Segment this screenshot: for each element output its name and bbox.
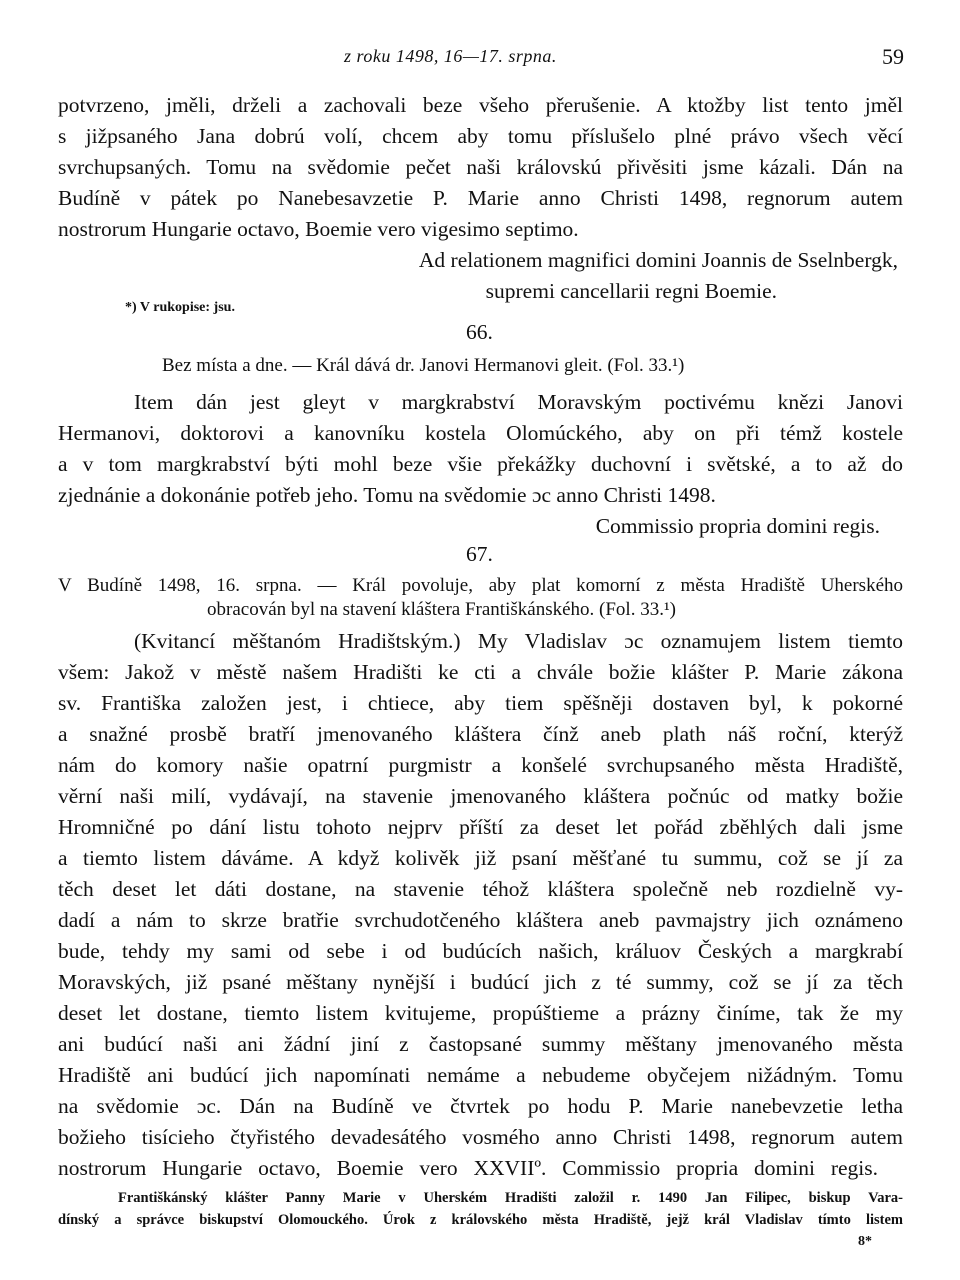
sheet-signature: 8* xyxy=(858,1234,872,1249)
text-line: Hromničné po dání listu tohoto nejprv příští za deset let pořád zběhlých dali jsme xyxy=(58,815,903,839)
text-line: nostrorum Hungarie octavo, Boemie vero vigesimo septimo. xyxy=(58,217,579,241)
text-line: dadí a nám to skrze bratřie svrchudotčeného kláštera aneb pavmajstry jich oznámeno xyxy=(58,908,903,932)
regest: obracován byl na stavení kláštera Františkánského. (Fol. 33.¹) xyxy=(207,599,676,620)
text-line: a v tom margkrabství býti mohl beze všie překážky duchovní i světské, a to až do xyxy=(58,452,903,476)
text-line: potvrzeno, jměli, drželi a zachovali beze všeho přerušenie. A ktožby list tento jměl xyxy=(58,93,903,117)
text-line: Budíně v pátek po Nanebesavzetie P. Marie anno Christi 1498, regnorum autem xyxy=(58,186,903,210)
text-line: Item dán jest gleyt v margkrabství Moravským poctivému knězi Janovi xyxy=(134,390,903,414)
text-line: svrchupsaných. Tomu na svědomie pečet naši královskú přivěsiti jsme kázali. Dán na xyxy=(58,155,903,179)
document-number: 67. xyxy=(466,542,493,566)
text-line: na svědomie ɔc. Dán na Budíně ve čtvrtek po hodu P. Marie nanebevzetie letha xyxy=(58,1094,903,1118)
text-line: zjednánie a dokonánie potřeb jeho. Tomu na svědomie ɔc anno Christi 1498. xyxy=(58,483,716,507)
footnote-line: dínský a správce biskupství Olomouckého. Úrok z královského města Hradiště, jejž král Vladislav tímto listem xyxy=(58,1212,903,1228)
relation-line: Ad relationem magnifici domini Joannis de Sselnbergk, xyxy=(418,248,898,272)
signature-line: Commissio propria domini regis. xyxy=(595,514,880,538)
text-line: a snažné prosbě bratří jmenovaného kláštera čínž aneb plath náš roční, kterýž xyxy=(58,722,903,746)
text-line: sv. Františka založen jest, i chtiece, aby tiem spěšněji dostaven byl, k pokorné xyxy=(58,691,903,715)
text-line: ani budúcí naši ani žádní jiní z častopsané summy měštany jmenovaného města xyxy=(58,1032,903,1056)
margin-note: *) V rukopise: jsu. xyxy=(125,300,235,315)
text-line: s jižpsaného Jana dobrú volí, chcem aby tomu příslušelo plné právo všech věcí xyxy=(58,124,903,148)
regest: V Budíně 1498, 16. srpna. — Král povoluje, aby plat komorní z města Hradiště Uherského xyxy=(58,575,903,596)
text-line: těch deset let dáti dostane, na stavenie téhož kláštera společně neb rozdielně vy- xyxy=(58,877,903,901)
text-line: věrní naši milí, vydávají, na stavenie jmenovaného kláštera počnúc od matky božie xyxy=(58,784,903,808)
text-line: všem: Jakož v městě našem Hradišti ke cti a chvále božie klášter P. Marie zákona xyxy=(58,660,903,684)
text-line: a tiemto listem dáváme. A když kolivěk již psaní měšťané tu summu, což se jí za xyxy=(58,846,903,870)
running-head: z roku 1498, 16—17. srpna. xyxy=(344,46,557,66)
text-line: božieho tisícieho čtyřistého devadesátého vosmého anno Christi 1498, regnorum autem xyxy=(58,1125,903,1149)
text-line: Hradiště ani budúcí jich napomínati nemáme a nebudeme obyčejem nižádným. Tomu xyxy=(58,1063,903,1087)
document-number: 66. xyxy=(466,320,493,344)
text-line: Hermanovi, doktorovi a kanovníku kostela Olomúckého, aby on při témž kostele xyxy=(58,421,903,445)
page-number: 59 xyxy=(882,44,904,69)
text-line: nostrorum Hungarie octavo, Boemie vero XXVIIº. Commissio propria domini regis. xyxy=(58,1156,878,1180)
text-line: Moravských, již psané měštany nynější i budúcí jich z té summy, což se jí za těch xyxy=(58,970,903,994)
text-line: (Kvitancí měštanóm Hradištským.) My Vladislav ɔc oznamujem listem tiemto xyxy=(134,629,903,653)
footnote-line: Františkánský klášter Panny Marie v Uherském Hradišti založil r. 1490 Jan Filipec, biskup Vara- xyxy=(118,1190,903,1206)
text-line: deset let dostane, tiemto listem kvitujeme, propúštieme a prázny činíme, tak že my xyxy=(58,1001,903,1025)
text-line: bude, tehdy my sami od sebe i od budúcích našich, králuov Českých a margkrabí xyxy=(58,939,903,963)
regest: Bez místa a dne. — Král dává dr. Janovi Hermanovi gleit. (Fol. 33.¹) xyxy=(162,355,685,376)
relation-line: supremi cancellarii regni Boemie. xyxy=(485,279,777,303)
text-line: nám do komory našie opatrní purgmistr a konšelé svrchupsaného města Hradiště, xyxy=(58,753,903,777)
